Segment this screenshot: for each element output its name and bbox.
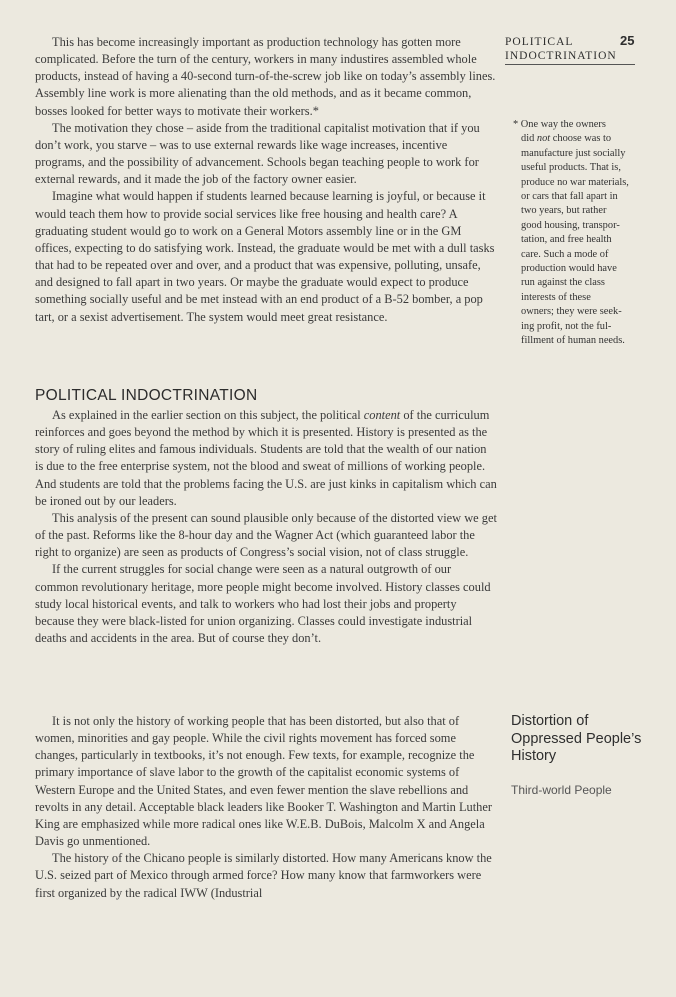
body-text-block-2 bbox=[35, 407, 497, 647]
body-text-block-1 bbox=[35, 34, 497, 326]
sidebar-heading-line: History bbox=[511, 748, 557, 764]
footnote-line: manufacture just socially bbox=[521, 147, 626, 159]
paragraph: The motivation they chose – aside from the traditional capitalist motivation that if you don’t work, you starve – was to use external rewards like wage increases, incentive programs, and the possibility of advancement. Schools began teaching people to work for external rewards, and it made the job of the factory owner easier. bbox=[35, 120, 480, 187]
sidebar-heading-line: Oppressed People’s bbox=[511, 730, 642, 747]
footnote-line: run against the class bbox=[521, 277, 605, 289]
running-head-line: INDOCTRINATION bbox=[505, 50, 617, 62]
paragraph: This analysis of the present can sound plausible only because of the distorted view we get of the past. Reforms like the 8-hour day and the Wagner Act (which guaranteed labor the right to organize) are seen as products of Congress’s social vision, not of class struggle. bbox=[35, 510, 497, 560]
sidebar-heading bbox=[511, 713, 641, 766]
footnote-line: owners; they were seek- bbox=[521, 306, 622, 318]
footnote-line: fillment of human needs. bbox=[521, 335, 625, 347]
footnote-line: did not choose was to bbox=[521, 133, 612, 145]
footnote-line: interests of these bbox=[521, 291, 591, 303]
footnote-line: production would have bbox=[521, 263, 617, 275]
footnote-line: or cars that fall apart in bbox=[521, 191, 618, 203]
footnote-line: good housing, transpor- bbox=[521, 219, 620, 231]
footnote-line: * One way the owners bbox=[513, 119, 606, 130]
footnote-line: ing profit, not the ful- bbox=[521, 320, 612, 332]
footnote-line: tation, and free health bbox=[521, 234, 612, 246]
sidebar-heading-line: Distortion of bbox=[511, 713, 589, 729]
body-text-block-3 bbox=[35, 713, 497, 902]
paragraph: It is not only the history of working people that has been distorted, but also that of women, minorities and gay people. While the civil rights movement has forced some changes, particularly in textbooks, it’s not enough. Few texts, for example, recognize the primary importance of slave labor to the growth of the capitalist economic systems of Western Europe and the United States, and even fewer mention the slave rebellions and revolts in any detail. Acceptable black leaders like Booker T. Washington and Martin Luther King are emphasized while more radical ones like W.E.B. DuBois, Malcolm X and Angela Davis go unmentioned. bbox=[35, 714, 492, 849]
footnote-line: useful products. That is, bbox=[521, 162, 621, 174]
page-number: 25 bbox=[620, 33, 635, 48]
section-heading: POLITICAL INDOCTRINATION bbox=[35, 387, 258, 404]
running-head-line: POLITICAL bbox=[505, 36, 574, 48]
paragraph: If the current struggles for social change were seen as a natural outgrowth of our common revolutionary heritage, more people might become involved. History classes could study local historical events, and talk to workers who had lost their jobs and property because they were black-listed for union organizing. Classes could investigate industrial deaths and accidents in the area. But of course they don’t. bbox=[35, 562, 491, 646]
paragraph: Imagine what would happen if students learned because learning is joyful, or because it would teach them how to provide social services like free housing and health care? A graduating student would go to work on a General Motors assembly line or in the GM offices, expecting to do satisfying work. Instead, the graduate would be met with a dull tasks that had to be repeated over and over, and a product that was expensive, polluting, unsafe, and designed to fall apart in two years. Or maybe the graduate would expect to produce something socially useful and be met instead with an end product of a B-52 bomber, a pop tart, or a sexist advertisement. The system would meet great resistance. bbox=[35, 189, 495, 324]
footnote-line: two years, but rather bbox=[521, 205, 607, 217]
sidebar-subheading: Third-world People bbox=[511, 783, 612, 797]
margin-footnote bbox=[513, 118, 656, 349]
paragraph: As explained in the earlier section on this subject, the political content of the curriculum reinforces and goes beyond the method by which it is presented. History is presented as the story of ruling elites and famous individuals. Students are told that the wealth of our nation is due to the free enterprise system, not the blood and sweat of millions of working people. And students are told that the problems facing the U.S. are just kinks in capitalism which can be ironed out by our leaders. bbox=[35, 408, 497, 508]
running-head bbox=[505, 35, 635, 65]
footnote-line: produce no war materials, bbox=[521, 176, 629, 188]
paragraph: This has become increasingly important as production technology has gotten more complicated. Before the turn of the century, workers in many industires assembled whole products, instead of having a 40-second turn-of-the-screw job like on today’s assembly lines. Assembly line work is more alienating than the old methods, and as it became common, bosses looked for better ways to motivate their workers.* bbox=[35, 35, 496, 118]
footnote-line: care. Such a mode of bbox=[521, 248, 609, 260]
paragraph: The history of the Chicano people is similarly distorted. How many Americans know the U.S. seized part of Mexico through armed force? How many know that farmworkers were first organized by the radical IWW (Industrial bbox=[35, 851, 492, 900]
